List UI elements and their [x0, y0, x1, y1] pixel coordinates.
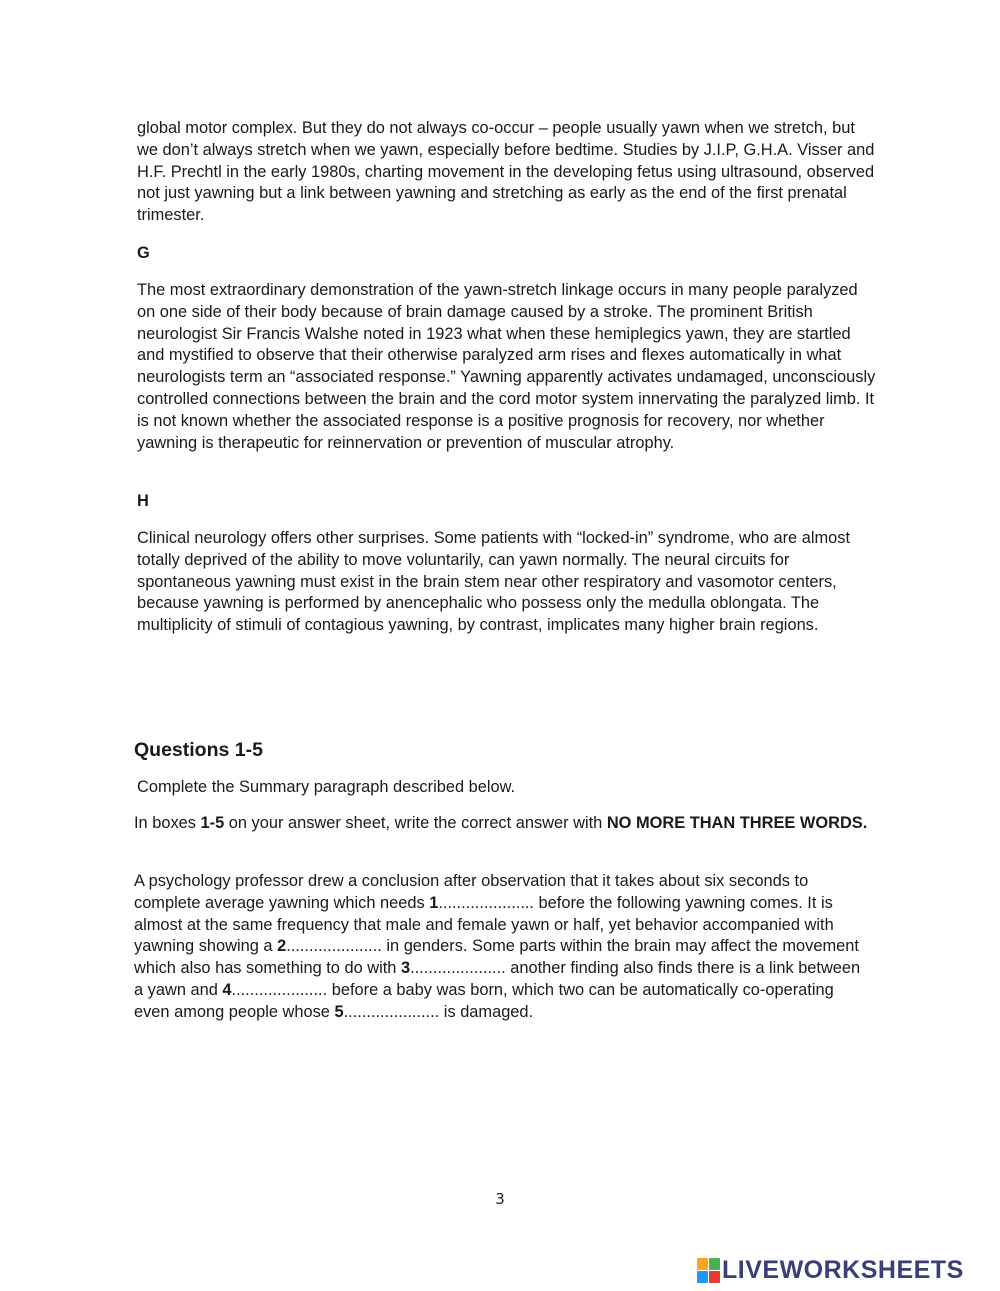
summary-text-5: before a baby was born, which two can be automatically co-operating even among people whose: [134, 980, 834, 1021]
logo-square-1: [697, 1258, 708, 1270]
logo-square-4: [709, 1271, 720, 1283]
section-h-paragraph: Clinical neurology offers other surprises. Some patients with “locked-in” syndrome, who are almost totally deprived of the ability to move voluntarily, can yawn normally. The neural circuits for spontaneous yawning must exist in the brain stem near other respiratory and vasomotor centers, because yawning is performed by anencephalic who possess only the medulla oblongata. The multiplicity of stimuli of contagious yawning, by contrast, implicates many higher brain regions.: [137, 529, 851, 635]
question-number-3: 3: [400, 959, 411, 978]
instruction-mid: on your answer sheet, write the correct answer with: [224, 814, 607, 832]
question-number-4: 4: [222, 980, 232, 999]
liveworksheets-logo[interactable]: [697, 1255, 964, 1285]
question-number-1: 1: [429, 893, 439, 912]
summary-text-6: is damaged.: [439, 1002, 534, 1021]
instruction-range: 1-5: [200, 814, 225, 832]
answer-blank-3[interactable]: .....................: [410, 959, 506, 978]
section-g-paragraph: The most extraordinary demonstration of the yawn-stretch linkage occurs in many people paralyzed on one side of their body because of brain damage caused by a stroke. The prominent British neurologist Sir Francis Walshe noted in 1923 what when these hemiplegics yawn, they are startled and mystified to observe that their otherwise paralyzed arm rises and flexes automatically in what neurologists term an “associated response.” Yawning apparently activates undamaged, unconsciously controlled connections between the brain and the cord motor system innervating the paralyzed limb. It is not known whether the associated response is a positive prognosis for recovery, nor whether yawning is therapeutic for reinnervation or prevention of muscular atrophy.: [137, 281, 876, 452]
questions-title: Questions 1-5: [134, 739, 263, 761]
section-h-heading: H: [137, 492, 149, 510]
question-number-5: 5: [334, 1002, 344, 1021]
summary-paragraph: [134, 871, 864, 1024]
page-number: 3: [495, 1190, 505, 1208]
answer-blank-2[interactable]: .....................: [286, 937, 382, 956]
answer-blank-4[interactable]: .....................: [231, 980, 328, 999]
summary-text-1: A psychology professor drew a conclusion after observation that it takes about six seconds to complete average yawning which needs: [134, 872, 809, 912]
logo-square-3: [697, 1271, 708, 1283]
instruction-word-limit: [134, 813, 874, 835]
summary-text-2: before the following yawning comes. It is almost at the same frequency that male and female yawn or half, yet behavior accompanied with yawning showing a: [134, 893, 834, 956]
liveworksheets-logo-icon: [697, 1258, 719, 1282]
answer-blank-1[interactable]: .....................: [438, 893, 534, 912]
liveworksheets-logo-text: LIVEWORKSHEETS: [722, 1255, 964, 1284]
instruction-pre: In boxes: [134, 814, 201, 832]
summary-text-3: in genders. Some parts within the brain may affect the movement which also has something to do with: [134, 937, 859, 978]
instruction-complete-summary: Complete the Summary paragraph described below.: [137, 778, 516, 796]
instruction-limit: NO MORE THAN THREE WORDS.: [606, 814, 868, 832]
summary-text-4: another finding also finds there is a link between a yawn and: [134, 959, 861, 999]
question-number-2: 2: [277, 937, 287, 956]
section-g-heading: G: [137, 244, 150, 262]
intro-paragraph: global motor complex. But they do not always co-occur – people usually yawn when we stretch, but we don’t always stretch when we yawn, especially before bedtime. Studies by J.I.P, G.H.A. Visser and H.F. Prechtl in the early 1980s, charting movement in the developing fetus using ultrasound, observed not just yawning but a link between yawning and stretching as early as the end of the first prenatal trimester.: [137, 119, 875, 225]
answer-blank-5[interactable]: .....................: [343, 1002, 440, 1021]
logo-square-2: [709, 1258, 720, 1270]
